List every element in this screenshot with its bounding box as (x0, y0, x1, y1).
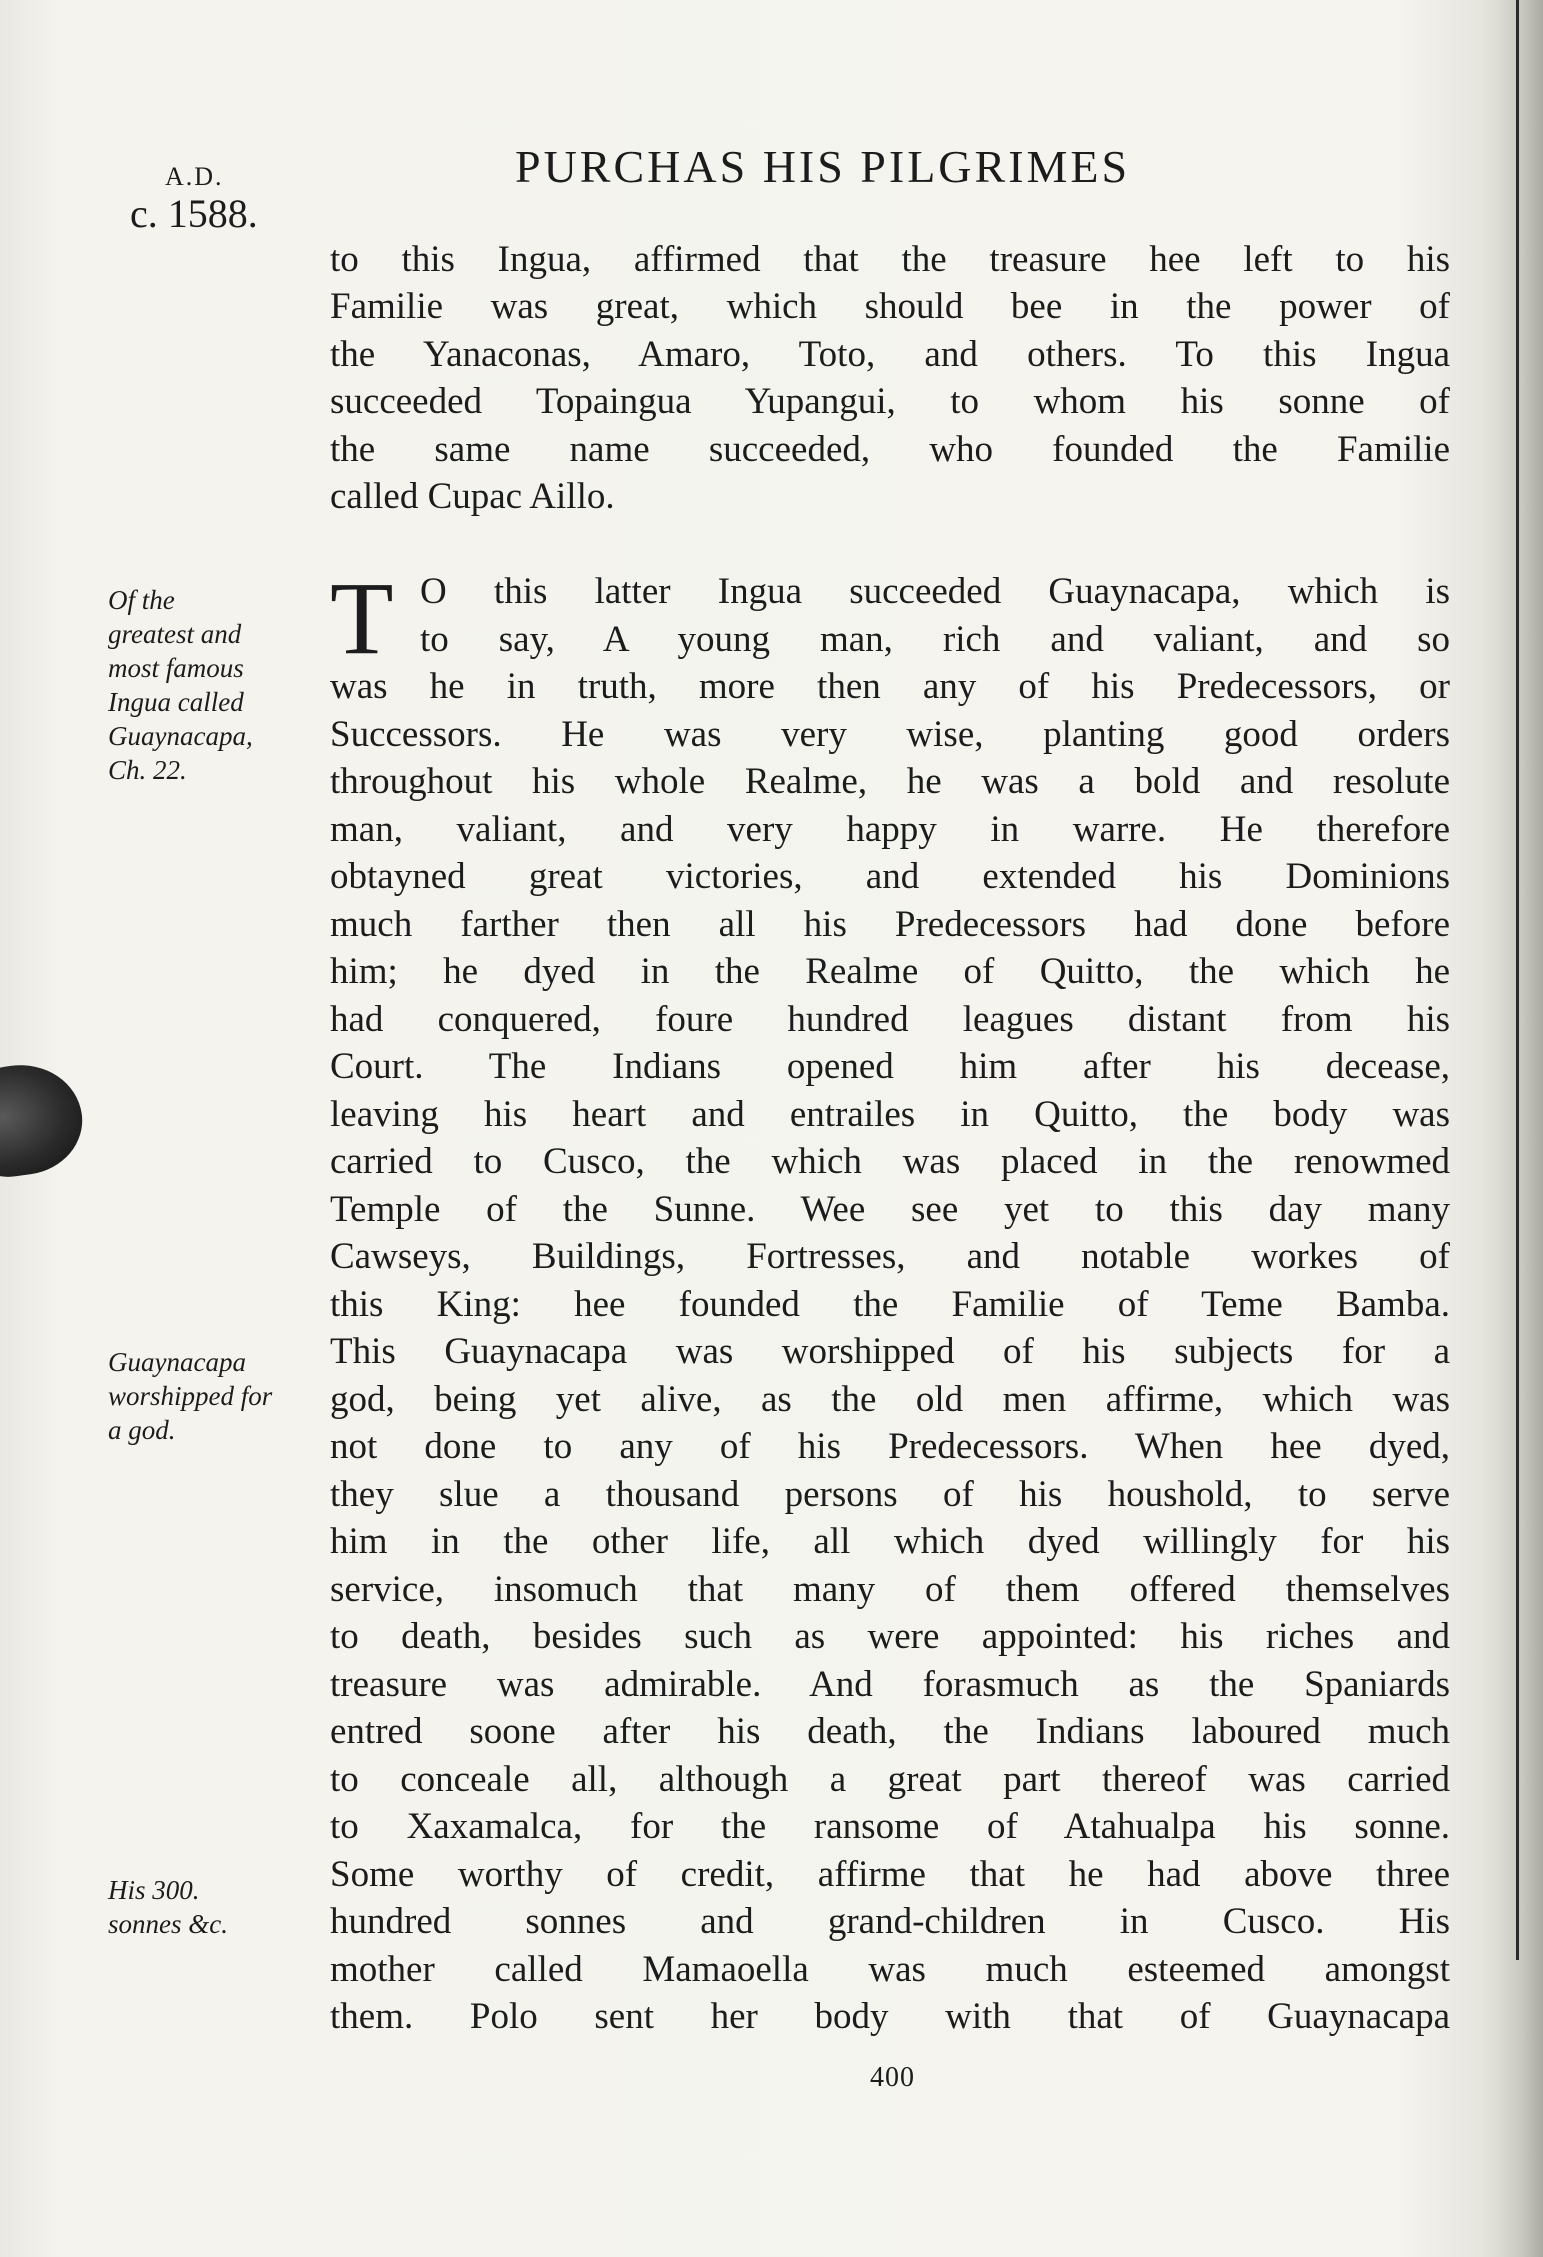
sidenote-line: Guaynacapa (108, 1347, 246, 1377)
text-line: they slue a thousand persons of his houshold, to serve (330, 1474, 1450, 1515)
text-line: treasure was admirable. And forasmuch as the Spaniards (330, 1664, 1450, 1705)
text-line: service, insomuch that many of them offered themselves (330, 1569, 1450, 1610)
text-line: mother called Mamaoella was much esteemed amongst (330, 1949, 1450, 1990)
text-line: Court. The Indians opened him after his decease, (330, 1046, 1450, 1087)
binding-line (1516, 0, 1519, 1960)
sidenote-line: worshipped for (108, 1381, 273, 1411)
text-line: succeeded Topaingua Yupangui, to whom his sonne of (330, 381, 1450, 422)
text-line: This Guaynacapa was worshipped of his subjects for a (330, 1331, 1450, 1372)
sidenote-line: Guaynacapa, (108, 721, 253, 751)
margin-year: c. 1588. (130, 191, 258, 236)
sidenote-line: Of the (108, 585, 175, 615)
sidenote-line: most famous (108, 653, 244, 683)
text-line: this King: hee founded the Familie of Teme Bamba. (330, 1284, 1450, 1325)
text-line: Successors. He was very wise, planting good orders (330, 714, 1450, 755)
text-line: leaving his heart and entrailes in Quitto, the body was (330, 1094, 1450, 1135)
sidenote-line: sonnes &c. (108, 1909, 228, 1939)
text-line: Cawseys, Buildings, Fortresses, and notable workes of (330, 1236, 1450, 1277)
text-line: throughout his whole Realme, he was a bold and resolute (330, 761, 1450, 802)
text-line: the Yanaconas, Amaro, Toto, and others. To this Ingua (330, 334, 1450, 375)
text-line: was he in truth, more then any of his Predecessors, or (330, 666, 1450, 707)
text-line: O this latter Ingua succeeded Guaynacapa, which is (420, 571, 1450, 612)
text-line: Temple of the Sunne. Wee see yet to this day many (330, 1189, 1450, 1230)
text-line: much farther then all his Predecessors had done before (330, 904, 1450, 945)
text-line: to conceale all, although a great part thereof was carried (330, 1759, 1450, 1800)
sidenote-line: His 300. (108, 1875, 200, 1905)
text-line: to this Ingua, affirmed that the treasure hee left to his (330, 239, 1450, 280)
page-edge-shadow (1483, 0, 1543, 2257)
sidenote-line: Ingua called (108, 687, 244, 717)
running-title: PURCHAS HIS PILGRIMES (515, 141, 1131, 192)
text-line: Familie was great, which should bee in the power of (330, 286, 1450, 327)
sidenote-line: a god. (108, 1415, 176, 1445)
text-line: god, being yet alive, as the old men affirme, which was (330, 1379, 1450, 1420)
text-line: had conquered, foure hundred leagues distant from his (330, 999, 1450, 1040)
text-line: them. Polo sent her body with that of Guaynacapa (330, 1996, 1450, 2037)
thumb-shadow (0, 1057, 89, 1183)
text-line: obtayned great victories, and extended his Dominions (330, 856, 1450, 897)
text-line: to say, A young man, rich and valiant, and so (420, 619, 1450, 660)
sidenote-300-sonnes (108, 1873, 328, 1941)
text-line: the same name succeeded, who founded the Familie (330, 429, 1450, 470)
text-line: entred soone after his death, the Indians laboured much (330, 1711, 1450, 1752)
text-line: to death, besides such as were appointed: his riches and (330, 1616, 1450, 1657)
text-line: not done to any of his Predecessors. When hee dyed, (330, 1426, 1450, 1467)
sidenote-guaynacapa-greatest (108, 583, 328, 787)
sidenote-line: Ch. 22. (108, 755, 187, 785)
text-line: carried to Cusco, the which was placed in the renowmed (330, 1141, 1450, 1182)
text-line: hundred sonnes and grand-children in Cusco. His (330, 1901, 1450, 1942)
text-line: Some worthy of credit, affirme that he had above three (330, 1854, 1450, 1895)
text-line: called Cupac Aillo. (330, 476, 615, 517)
sidenote-line: greatest and (108, 619, 242, 649)
text-line: him; he dyed in the Realme of Quitto, the which he (330, 951, 1450, 992)
text-line: to Xaxamalca, for the ransome of Atahualpa his sonne. (330, 1806, 1450, 1847)
page-number: 400 (870, 2062, 915, 2093)
margin-ad: A.D. (165, 162, 224, 191)
text-line: man, valiant, and very happy in warre. He therefore (330, 809, 1450, 850)
text-line: him in the other life, all which dyed willingly for his (330, 1521, 1450, 1562)
drop-capital: T (330, 561, 394, 676)
sidenote-worshipped (108, 1345, 328, 1447)
